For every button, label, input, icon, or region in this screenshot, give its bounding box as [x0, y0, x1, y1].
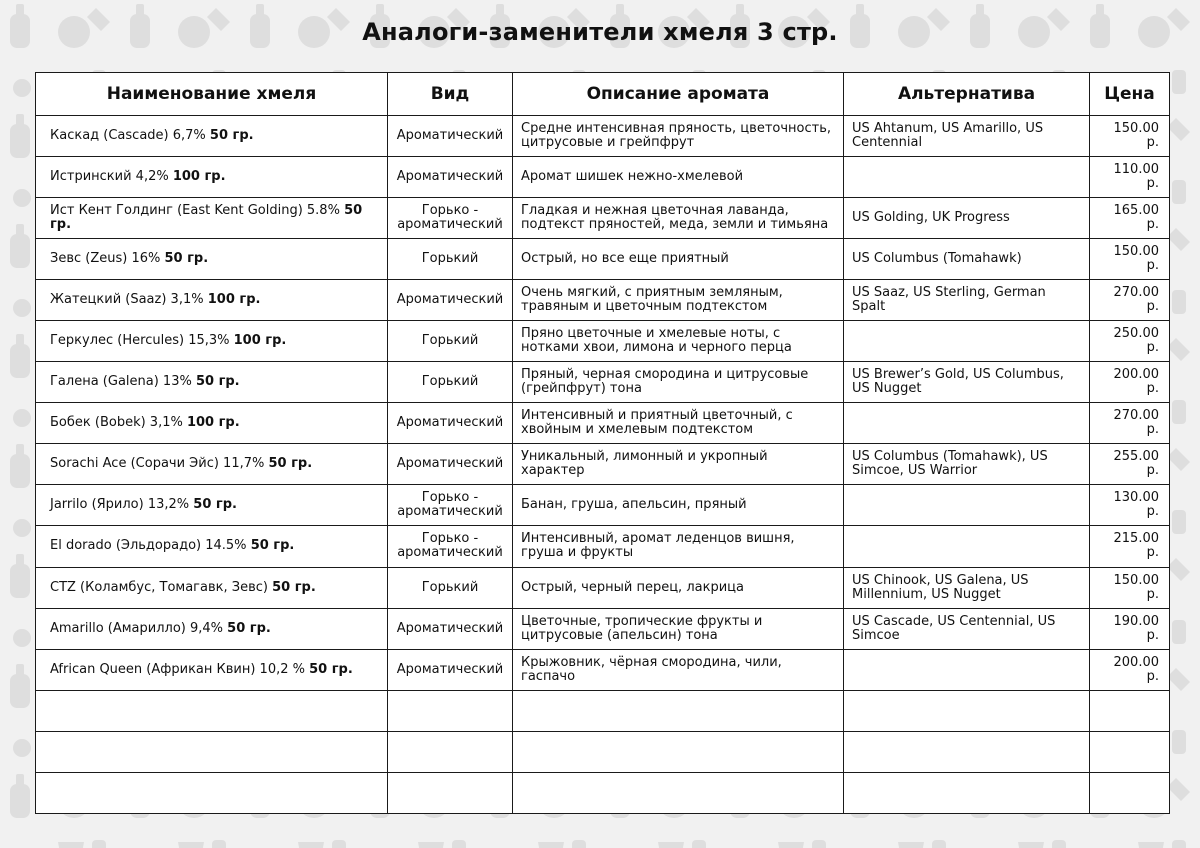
- alternative: US Ahtanum, US Amarillo, US Centennial: [844, 116, 1090, 157]
- hop-type: Ароматический: [388, 280, 513, 321]
- hop-type: Горький: [388, 362, 513, 403]
- table-row: [36, 485, 1170, 526]
- alternative: [844, 526, 1090, 567]
- price: 215.00 р.: [1090, 526, 1170, 567]
- empty-cell: [388, 731, 513, 772]
- hop-type: Ароматический: [388, 157, 513, 198]
- hop-name: Жатецкий (Saaz) 3,1%: [50, 292, 204, 308]
- empty-cell: [36, 690, 388, 731]
- table-row: [36, 567, 1170, 608]
- table-row: [36, 157, 1170, 198]
- table-row: [36, 239, 1170, 280]
- aroma-description: Интенсивный и приятный цветочный, с хвойным и хмелевым подтекстом: [513, 403, 844, 444]
- empty-row: [36, 690, 1170, 731]
- empty-cell: [513, 731, 844, 772]
- hop-type: Горький: [388, 321, 513, 362]
- hop-weight: 50 гр.: [50, 203, 363, 233]
- alternative: [844, 321, 1090, 362]
- empty-cell: [1090, 772, 1170, 813]
- empty-row: [36, 731, 1170, 772]
- hop-name: Ист Кент Голдинг (East Kent Golding) 5.8%: [50, 203, 340, 219]
- hop-name-cell: [36, 526, 388, 567]
- table-row: [36, 362, 1170, 403]
- hop-name-cell: [36, 485, 388, 526]
- hop-weight: 100 гр.: [233, 333, 287, 349]
- aroma-description: Средне интенсивная пряность, цветочность, цитрусовые и грейпфрут: [513, 116, 844, 157]
- alternative: [844, 403, 1090, 444]
- aroma-description: Уникальный, лимонный и укропный характер: [513, 444, 844, 485]
- hop-weight: 50 гр.: [309, 661, 353, 677]
- hop-name-cell: [36, 608, 388, 649]
- hop-type: Ароматический: [388, 608, 513, 649]
- hop-name-cell: [36, 157, 388, 198]
- hop-name: Amarillo (Амарилло) 9,4%: [50, 620, 224, 636]
- hop-weight: 50 гр.: [209, 128, 254, 144]
- table-header-row: [36, 73, 1170, 116]
- hop-name-cell: [36, 280, 388, 321]
- hop-weight: 100 гр.: [172, 169, 226, 185]
- aroma-description: Крыжовник, чёрная смородина, чили, гаспачо: [513, 649, 844, 690]
- price: 150.00 р.: [1090, 116, 1170, 157]
- aroma-description: Аромат шишек нежно-хмелевой: [513, 157, 844, 198]
- empty-row: [36, 772, 1170, 813]
- hop-type: Горький: [388, 239, 513, 280]
- hop-name-cell: [36, 403, 388, 444]
- hop-name: Каскад (Cascade) 6,7%: [50, 128, 206, 144]
- aroma-description: Пряно цветочные и хмелевые ноты, с нотками хвои, лимона и черного перца: [513, 321, 844, 362]
- hop-weight: 50 гр.: [227, 620, 271, 636]
- table-row: [36, 321, 1170, 362]
- hop-weight: 50 гр.: [272, 579, 316, 595]
- hop-name: Sorachi Ace (Сорачи Эйс) 11,7%: [50, 456, 265, 472]
- hop-type: Горький: [388, 567, 513, 608]
- price: 200.00 р.: [1090, 362, 1170, 403]
- hop-name: Галена (Galena) 13%: [50, 374, 192, 390]
- hop-name-cell: [36, 321, 388, 362]
- empty-cell: [844, 690, 1090, 731]
- alternative: [844, 485, 1090, 526]
- hop-type: Горько - ароматический: [388, 485, 513, 526]
- header-name: Наименование хмеля: [36, 73, 388, 116]
- hop-weight: 50 гр.: [164, 251, 209, 267]
- empty-cell: [388, 690, 513, 731]
- hop-weight: 50 гр.: [195, 374, 240, 390]
- price: 150.00 р.: [1090, 239, 1170, 280]
- hop-name-cell: [36, 567, 388, 608]
- empty-cell: [1090, 731, 1170, 772]
- alternative: US Golding, UK Progress: [844, 198, 1090, 239]
- alternative: US Columbus (Tomahawk), US Simcoe, US Warrior: [844, 444, 1090, 485]
- aroma-description: Интенсивный, аромат леденцов вишня, груша и фрукты: [513, 526, 844, 567]
- price: 130.00 р.: [1090, 485, 1170, 526]
- hop-type: Ароматический: [388, 649, 513, 690]
- price: 165.00 р.: [1090, 198, 1170, 239]
- hop-name: Геркулес (Hercules) 15,3%: [50, 333, 230, 349]
- aroma-description: Пряный, черная смородина и цитрусовые (грейпфрут) тона: [513, 362, 844, 403]
- hop-weight: 50 гр.: [268, 456, 313, 472]
- header-aroma: Описание аромата: [513, 73, 844, 116]
- hop-type: Ароматический: [388, 116, 513, 157]
- hop-name: Jarrilo (Ярило) 13,2%: [50, 497, 190, 513]
- hop-name: CTZ (Коламбус, Томагавк, Зевс): [50, 579, 268, 595]
- alternative: [844, 649, 1090, 690]
- hop-type: Горько - ароматический: [388, 526, 513, 567]
- price: 250.00 р.: [1090, 321, 1170, 362]
- hop-name-cell: [36, 239, 388, 280]
- alternative: [844, 157, 1090, 198]
- alternative: US Chinook, US Galena, US Millennium, US Nugget: [844, 567, 1090, 608]
- aroma-description: Очень мягкий, с приятным земляным, травяным и цветочным подтекстом: [513, 280, 844, 321]
- table-row: [36, 608, 1170, 649]
- hop-weight: 50 гр.: [250, 538, 295, 554]
- table-row: [36, 649, 1170, 690]
- empty-cell: [388, 772, 513, 813]
- price: 150.00 р.: [1090, 567, 1170, 608]
- table-row: [36, 198, 1170, 239]
- hop-weight: 50 гр.: [193, 497, 237, 513]
- aroma-description: Острый, но все еще приятный: [513, 239, 844, 280]
- table-body: [36, 116, 1170, 814]
- hop-name-cell: [36, 444, 388, 485]
- header-alternative: Альтернатива: [844, 73, 1090, 116]
- aroma-description: Цветочные, тропические фрукты и цитрусовые (апельсин) тона: [513, 608, 844, 649]
- hop-type: Горько - ароматический: [388, 198, 513, 239]
- aroma-description: Банан, груша, апельсин, пряный: [513, 485, 844, 526]
- price: 190.00 р.: [1090, 608, 1170, 649]
- alternative: US Columbus (Tomahawk): [844, 239, 1090, 280]
- empty-cell: [1090, 690, 1170, 731]
- price: 270.00 р.: [1090, 280, 1170, 321]
- empty-cell: [513, 690, 844, 731]
- page-title: Аналоги-заменители хмеля 3 стр.: [362, 18, 838, 46]
- hop-name-cell: [36, 649, 388, 690]
- hop-name-cell: [36, 362, 388, 403]
- header-price: Цена: [1090, 73, 1170, 116]
- table-row: [36, 280, 1170, 321]
- hop-weight: 100 гр.: [207, 292, 261, 308]
- table-row: [36, 444, 1170, 485]
- empty-cell: [36, 772, 388, 813]
- table-row: [36, 403, 1170, 444]
- header-type: Вид: [388, 73, 513, 116]
- hop-name-cell: [36, 116, 388, 157]
- empty-cell: [844, 772, 1090, 813]
- price: 110.00 р.: [1090, 157, 1170, 198]
- hop-name: Истринский 4,2%: [50, 169, 169, 185]
- aroma-description: Гладкая и нежная цветочная лаванда, подтекст пряностей, меда, земли и тимьяна: [513, 198, 844, 239]
- hop-name: African Queen (Африкан Квин) 10,2 %: [50, 661, 305, 677]
- hop-name: Зевс (Zeus) 16%: [50, 251, 161, 267]
- hop-name: Бобек (Bobek) 3,1%: [50, 415, 183, 431]
- hops-table: [35, 72, 1170, 814]
- alternative: US Saaz, US Sterling, German Spalt: [844, 280, 1090, 321]
- table-row: [36, 526, 1170, 567]
- alternative: US Cascade, US Centennial, US Simcoe: [844, 608, 1090, 649]
- empty-cell: [844, 731, 1090, 772]
- hop-weight: 100 гр.: [186, 415, 240, 431]
- hop-name: El dorado (Эльдорадо) 14.5%: [50, 538, 247, 554]
- hop-type: Ароматический: [388, 444, 513, 485]
- table-row: [36, 116, 1170, 157]
- empty-cell: [36, 731, 388, 772]
- hop-name-cell: [36, 198, 388, 239]
- price: 255.00 р.: [1090, 444, 1170, 485]
- alternative: US Brewer’s Gold, US Columbus, US Nugget: [844, 362, 1090, 403]
- aroma-description: Острый, черный перец, лакрица: [513, 567, 844, 608]
- empty-cell: [513, 772, 844, 813]
- price: 200.00 р.: [1090, 649, 1170, 690]
- hop-type: Ароматический: [388, 403, 513, 444]
- price: 270.00 р.: [1090, 403, 1170, 444]
